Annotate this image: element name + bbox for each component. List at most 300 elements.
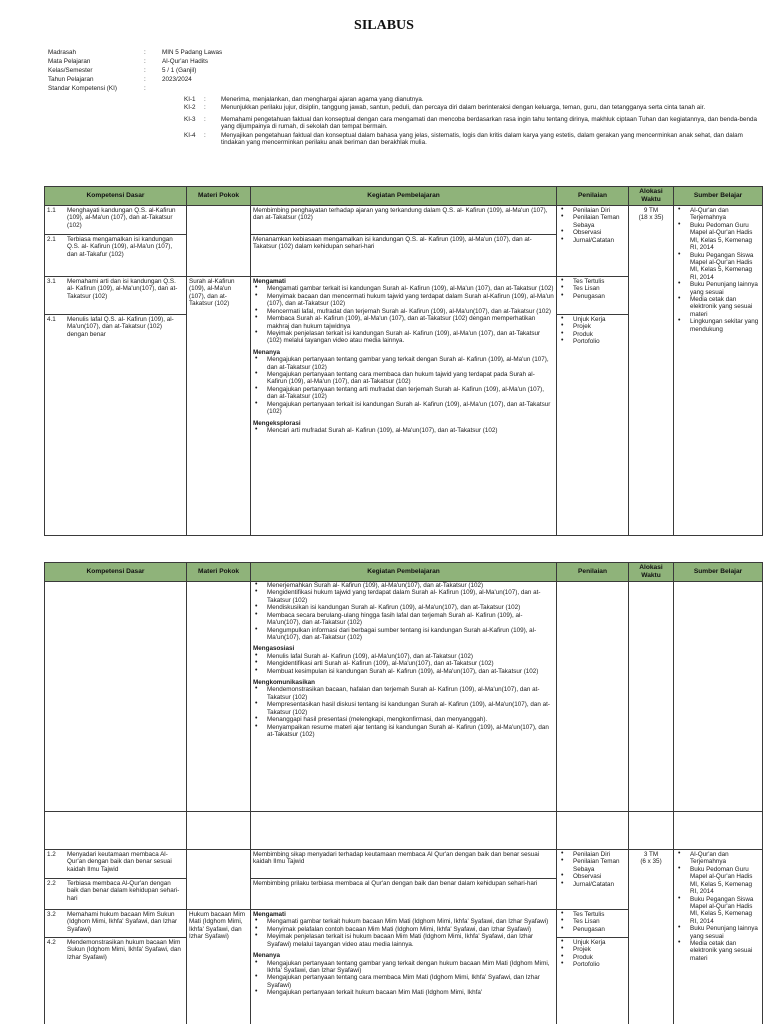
bullet-item [561,911,626,918]
bullet-icon: • [255,685,258,693]
bullet-icon: • [255,917,258,925]
bullet-text: Penilaian Teman Sebaya [573,858,620,873]
bullet-text: Tes Lisan [573,918,600,926]
bullet-icon: • [561,917,564,925]
section-heading: Mengkomunikasikan [253,679,315,687]
bullet-item [678,866,760,896]
bullet-item [561,323,626,330]
ki-text: Menunjukkan perilaku jujur, disiplin, tanggung jawab, santun, peduli, dan percaya diri dalam berinteraksi dengan keluarga, teman, guru, dan tetangganya serta cinta tanah air. [221,104,706,112]
bullet-icon: • [678,280,681,288]
info-colon: : [144,67,146,74]
bullet-item [255,315,554,330]
bullet-icon: • [678,864,681,872]
kd-cell [45,850,187,1024]
header-sumber: Sumber Belajar [674,563,763,582]
bullet-icon: • [255,328,258,336]
materi-cell [187,206,251,536]
bullet-item [678,925,760,940]
bullet-icon: • [561,910,564,917]
kd-text: Menghayati kandungan Q.S. al-Kafirun (109), al-Ma'un (107), dan at-Takatsur (102) [67,207,176,229]
bullet-icon: • [255,306,258,314]
bullet-item [255,371,554,386]
bullet-text: Mengajukan pertanyaan tentang arti mufradat dan terjemah Surah al- Kafirun (109), al-Ma'un (107), dan at-Takatsur (102) [267,385,545,401]
bullet-item [255,974,554,989]
bullet-text: Membuat kesimpulan isi kandungan Surah al- Kafirun (109), al-Ma'un(107), dan at-Takatsur (102) [267,667,539,675]
penilaian-group [557,277,628,315]
syllabus-table-1 [44,186,763,536]
bullet-icon: • [255,932,258,940]
ki-code: KI-1 [184,96,196,103]
bullet-icon: • [561,952,564,960]
bullet-icon: • [678,894,681,902]
bullet-text: Tes Tertulis [573,278,605,285]
bullet-text: Mencermati lafal, mufradat dan terjemah Surah al- Kafirun (109), al-Ma'un(107), dan at-Takatsur (102) [267,307,551,315]
bullet-item [678,940,760,962]
bullet-text: Buku Penunjang lainnya yang sesuai [690,925,758,940]
ki-colon: : [204,104,206,112]
bullet-icon: • [255,715,258,723]
bullet-item [561,881,626,888]
bullet-item [255,582,554,589]
bullet-icon: • [561,284,564,292]
bullet-text: Menyimak bacaan dan mencermati hukum tajwid yang terdapat dalam Surah al-Kafirun (109), al-Ma'un (107), dan at-Takatsur (102) [267,292,554,308]
info-value: MIN 5 Padang Lawas [162,49,223,56]
header-kegiatan: Kegiatan Pembelajaran [251,563,557,582]
info-row [48,66,760,75]
ki-colon: : [204,131,206,139]
table-row-continuation [45,582,763,812]
info-value: 2023/2024 [162,76,192,83]
bullet-icon: • [255,384,258,392]
header-materi: Materi Pokok [187,187,251,206]
kd-text: Terbiasa mengamalkan isi kandungan Q.S. al- Kafirun (109), al-Ma'un (107), dan at-Takafur (102) [67,236,173,258]
bullet-icon: • [561,322,564,330]
bullet-item [561,278,626,285]
bullet-item [678,296,760,318]
kegiatan-cell [251,850,557,1024]
info-row [48,57,760,66]
ki-text: Memahami pengetahuan faktual dan konseptual dengan cara mengamati dan mencoba berdasarkan rasa ingin tahu tentang dirinya, makhluk ciptaan Tuhan dan kegiatannya, dan benda-benda yang dijumpainya di rumah, di sekolah dan tempat bermain. [221,115,757,131]
bullet-item [561,229,626,236]
header-alokasi: Alokasi Waktu [629,563,674,582]
bullet-text: Mengajukan pertanyaan terkait hukum bacaan Mim Mati (Idghom Mimi, Ikhfa' [267,989,483,997]
bullet-item [561,316,626,323]
bullet-item [561,331,626,338]
bullet-icon: • [678,939,681,947]
bullet-text: Buku Pedoman Guru Mapel al-Qur'an Hadis MI, Kelas 5, Kemenag RI, 2014 [690,865,753,896]
bullet-icon: • [255,973,258,981]
header-sumber: Sumber Belajar [674,187,763,206]
bullet-item [255,427,554,434]
bullet-item [678,281,760,296]
kd-number: 2.2 [47,880,56,887]
penilaian-group [557,910,628,938]
bullet-icon: • [678,317,681,325]
bullet-text: Produk [573,953,593,961]
kd-number: 1.1 [47,207,56,214]
bullet-icon: • [255,426,258,434]
bullet-icon: • [561,235,564,243]
header-kd: Kompetensi Dasar [45,187,187,206]
bullet-icon: • [678,924,681,932]
bullet-text: Menanggapi hasil presentasi (melengkapi, mengkonfirmasi, dan menyanggah). [267,716,488,724]
info-label: Tahun Pelajaran [48,76,94,83]
bullet-text: Produk [573,330,593,338]
bullet-text: Projek [573,946,591,954]
bullet-text: Penugasan [573,925,605,933]
kegiatan-steps [251,277,556,435]
bullet-item [561,873,626,880]
bullet-text: Al-Qur'an dan Terjemahnya [690,207,729,222]
bullet-text: Mengajukan pertanyaan terkait isi kandungan Surah al- Kafirun (109), al-Ma'un (107), dan at-Takatsur (102) [267,400,551,416]
table-row [45,206,763,536]
section-heading: Mengamati [253,911,286,918]
bullet-item [561,946,626,953]
bullet-item [561,338,626,345]
kegiatan-intro-1: Membimbing sikap menyadari terhadap keutamaan membaca Al Qur'an dengan baik dan benar sesuai kaidah Ilmu Tajwid [251,850,556,879]
sumber-cell [674,582,763,812]
bullet-text: Menyampaikan resume materi ajar tentang isi kandungan Surah al- Kafirun (109), al-Ma'un(107), dan at-Takatsur (102) [267,723,549,739]
section-heading: Mengasosiasi [253,645,295,653]
bullet-item [255,401,554,416]
bullet-icon: • [561,850,564,857]
bullet-item [255,668,554,675]
bullet-item [678,851,760,866]
bullet-item [255,716,554,723]
kd-cell [45,582,187,812]
bullet-text: Buku Penunjang lainnya yang sesuai [690,281,758,296]
kd-text: Memahami arti dan isi kandungan Q.S. al- Kafirun (109), al-Ma'un(107), dan at-Takatsur (102) [67,278,178,300]
bullet-icon: • [255,284,258,292]
table-header-row [45,563,763,582]
bullet-text: Mengamati gambar terkait hukum bacaan Mim Mati (Idghom Mimi, Ikhfa' Syafawi, dan Izhar Syafawi) [267,918,549,926]
info-colon: : [144,58,146,65]
bullet-item [255,308,554,315]
bullet-item [255,293,554,308]
bullet-text: Mengidentifikasi hukum tajwid yang terdapat dalam Surah al- Kafirun (109), al-Ma'un(107), dan at-Takatsur (102) [267,589,541,604]
bullet-icon: • [678,295,681,303]
bullet-item [561,926,626,933]
bullet-item [255,660,554,667]
table-row [45,850,763,1024]
bullet-item [255,653,554,660]
bullet-text: Jurnal/Catatan [573,880,614,888]
bullet-text: Membaca secara berulang-ulang hingga fasih lafal dan terjemah Surah al- Kafirun (109), al-Ma'un(107), dan at-Takatsur (102) [267,611,523,627]
kd-item [45,910,186,938]
bullet-text: Mengajukan pertanyaan tentang gambar yang terkait dengan hukum bacaan Mim Mati (Idghom Mimi, Ikhfa' Syafawi, dan Izhar Syafawi) [267,959,550,974]
penilaian-group [557,938,628,970]
materi-cell [187,582,251,812]
bullet-item [255,686,554,701]
bullet-icon: • [561,329,564,337]
info-value: Al-Qur'an Hadits [162,58,208,65]
bullet-icon: • [255,603,258,611]
kd-item [45,850,186,879]
kd-number: 1.2 [47,851,56,858]
bullet-icon: • [255,355,258,363]
bullet-item [561,851,626,858]
bullet-icon: • [561,291,564,299]
bullet-icon: • [255,399,258,407]
materi-cell [187,850,251,1024]
alokasi-cell: 9 TM (18 x 35) [629,206,674,536]
sumber-cell [674,206,763,536]
bullet-text: Buku Pegangan Siswa Mapel al-Qur'an Hadis MI, Kelas 5, Kemenag RI, 2014 [690,251,754,281]
syllabus-table-2 [44,562,763,1024]
kd-item [45,277,186,315]
bullet-item [255,701,554,716]
bullet-icon: • [255,581,258,588]
identity-block [48,48,760,93]
bullet-item [255,918,554,925]
alokasi-cell [629,582,674,812]
bullet-item [678,318,760,333]
bullet-icon: • [255,666,258,674]
bullet-text: Penilaian Diri [573,207,611,214]
info-colon: : [144,76,146,83]
info-row [48,48,760,57]
bullet-item [561,293,626,300]
header-materi: Materi Pokok [187,563,251,582]
bullet-icon: • [255,610,258,618]
info-colon: : [144,85,146,92]
bullet-text: Penugasan [573,292,605,300]
bullet-item [561,285,626,292]
bullet-icon: • [561,872,564,880]
bullet-icon: • [255,722,258,730]
bullet-text: Mendiskusikan isi kandungan Surah al- Kafirun (109), al-Ma'un(107), dan at-Takatsur (102) [267,604,521,612]
bullet-text: Tes Tertulis [573,911,605,918]
kd-item [45,206,186,235]
materi-text: Surah al-Kafirun (109), al-Ma'un (107), dan at-Takatsur (102) [189,278,235,308]
bullet-icon: • [561,879,564,887]
kegiatan-intro-2: Membimbing prilaku terbiasa membaca al Qur'an dengan baik dan benar dalam kehidupan sehari-hari [251,879,556,910]
ki-code: KI-4 [184,131,196,139]
kd-item [45,235,186,277]
kegiatan-continuation [251,582,557,812]
info-value [162,84,760,93]
kd-text: Menulis lafal Q.S. al- Kafirun (109), al-Ma'un(107), dan at-Takatsur (102) dengan benar [67,316,174,338]
bullet-item [678,896,760,926]
penilaian-cell [557,206,629,536]
bullet-icon: • [255,588,258,596]
bullet-icon: • [255,651,258,659]
bullet-text: Observasi [573,229,602,237]
penilaian-cell [557,850,629,1024]
kd-number: 4.2 [47,939,56,946]
header-penilaian: Penilaian [557,563,629,582]
bullet-text: Projek [573,323,591,331]
kd-number: 2.1 [47,236,56,243]
ki-colon: : [204,96,206,103]
bullet-item [255,589,554,604]
bullet-icon: • [561,945,564,953]
bullet-icon: • [255,370,258,378]
bullet-text: Mempresentasikan hasil diskusi tentang isi kandungan Surah al- Kafirun (109), al-Ma'un(107), dan at-Takatsur (102) [267,701,550,716]
penilaian-group [557,850,628,910]
bullet-text: Jurnal/Catatan [573,236,614,244]
bullet-text: Meyimak penjelasan terkait isi hukum bacaan Mim Mati (Idghom Mimi, Ikhfa' Syafawi, dan Izhar Syafawi) melalui tayangan video atau media lainnya. [267,933,534,948]
bullet-text: Membaca Surah al- Kafirun (109), al-Ma'un (107), dan at-Takatsur (102) dengan memperhatikan makhraj dan hukum tajwidnya [267,315,536,330]
bullet-text: Mengajukan pertanyaan tentang cara membaca Mim Mati (Idghom Mimi, Ikhfa' Syafawi, dan Izhar Syafawi) [267,974,540,989]
bullet-item [255,356,554,371]
bullet-item [255,724,554,739]
bullet-item [678,252,760,282]
penilaian-cell [557,582,629,812]
bullet-text: Lingkungan sekitar yang mendukung [690,318,759,333]
bullet-text: Mendemonstrasikan bacaan, hafalan dan terjemah Surah al- Kafirun (109), al-Ma'un(107), dan at-Takatsur (102) [267,686,540,701]
kegiatan-steps [251,910,556,998]
bullet-item [255,612,554,627]
kd-item [45,879,186,910]
bullet-item [678,222,760,252]
bullet-icon: • [255,924,258,932]
bullet-icon: • [561,228,564,236]
alokasi-cell: 3 TM (6 x 35) [629,850,674,1024]
penilaian-group [557,206,628,277]
bullet-icon: • [561,924,564,932]
kd-text: Memahami hukum bacaan Mim Sukun (Idghom Mimi, Ikhfa' Syafawi, dan Izhar Syafawi) [67,911,178,933]
bullet-icon: • [561,315,564,322]
table-header-row [45,187,763,206]
bullet-text: Unjuk Kerja [573,316,606,323]
bullet-icon: • [255,988,258,996]
bullet-text: Penilaian Diri [573,851,611,858]
bullet-text: Unjuk Kerja [573,939,606,946]
header-alokasi: Alokasi Waktu [629,187,674,206]
ki-item [184,132,760,147]
bullet-text: Buku Pegangan Siswa Mapel al-Qur'an Hadis MI, Kelas 5, Kemenag RI, 2014 [690,895,754,925]
bullet-text: Buku Pedoman Guru Mapel al-Qur'an Hadis MI, Kelas 5, Kemenag RI, 2014 [690,221,753,252]
header-kd: Kompetensi Dasar [45,563,187,582]
kd-cell [45,206,187,536]
bullet-text: Mengumpulkan informasi dari berbagai sumber tentang isi kandungan Surah al-Kafirun (109), al-Ma'un(107), dan at-Takatsur (102) [267,626,537,641]
info-value: 5 / 1 (Ganjil) [162,67,197,74]
document-title: SILABUS [354,18,414,33]
header-kegiatan: Kegiatan Pembelajaran [251,187,557,206]
bullet-item [255,285,554,292]
bullet-text: Al-Qur'an dan Terjemahnya [690,851,729,866]
materi-text: Hukum bacaan Mim Mati (Idghom Mimi, Ikhfa' Syafawi, dan Izhar Syafawi) [189,911,245,941]
info-row [48,84,760,93]
bullet-text: Portofolio [573,961,600,969]
ki-item [184,104,760,111]
bullet-text: Portofolio [573,338,600,346]
section-heading: Menanya [253,348,280,356]
kd-number: 4.1 [47,316,56,323]
bullet-icon: • [561,960,564,968]
info-label: Kelas/Semester [48,67,93,74]
info-label: Mata Pelajaran [48,58,91,65]
bullet-icon: • [255,958,258,966]
bullet-text: Penilaian Teman Sebaya [573,214,620,229]
bullet-icon: • [561,277,564,284]
bullet-item [561,207,626,214]
bullet-item [255,604,554,611]
kegiatan-cell [251,206,557,536]
bullet-item [561,214,626,229]
info-row [48,75,760,84]
bullet-icon: • [678,850,681,857]
kd-text: Terbiasa membaca Al-Qur'an dengan baik dan benar dalam kehidupan sehari-hari [67,880,180,902]
bullet-item [255,989,554,996]
sumber-cell [674,850,763,1024]
bullet-item [561,237,626,244]
bullet-icon: • [255,625,258,633]
kd-item [45,938,186,962]
kd-number: 3.1 [47,278,56,285]
bullet-item [255,926,554,933]
ki-text: Menerima, menjalankan, dan menghargai ajaran agama yang dianutnya. [221,96,424,103]
penilaian-group [557,315,628,347]
info-label: Standar Kompetensi (KI) [48,85,117,92]
bullet-text: Menyimak pelafalan contoh bacaan Mim Mati (Idghom Mimi, Ikhfa' Syafawi, dan Izhar Syafawi) [267,925,532,933]
bullet-item [561,918,626,925]
bullet-icon: • [255,291,258,299]
info-colon: : [144,49,146,56]
bullet-item [561,961,626,968]
section-heading: Mengeksplorasi [253,419,301,427]
info-label: Madrasah [48,49,77,56]
bullet-icon: • [255,659,258,667]
bullet-item [255,330,554,345]
bullet-item [255,386,554,401]
bullet-item [255,933,554,948]
kd-text: Menyadari keutamaan membaca Al-Qur'an dengan baik dan benar sesuai kaidah Ilmu Tajwid [67,851,172,873]
bullet-item [255,627,554,642]
bullet-text: Menulis lafal Surah al- Kafirun (109), al-Ma'un(107), dan at-Takatsur (102) [267,652,473,660]
header-penilaian: Penilaian [557,187,629,206]
bullet-icon: • [561,213,564,221]
ki-list [184,96,760,148]
bullet-text: Media cetak dan elektronik yang sesuai materi [690,940,753,962]
bullet-item [561,954,626,961]
kd-text: Mendemonstrasikan hukum bacaan Mim Sukun (Idghom Mimi, Ikhfa' Syafawi, dan Izhar Syafawi) [67,939,181,961]
bullet-icon: • [561,857,564,865]
bullet-icon: • [561,337,564,345]
section-heading: Mengamati [253,278,286,285]
bullet-icon: • [561,206,564,213]
kd-item [45,315,186,339]
ki-code: KI-3 [184,115,196,123]
bullet-text: Mencari arti mufradat Surah al- Kafirun (109), al-Ma'un(107), dan at-Takatsur (102) [267,427,498,435]
bullet-item [678,207,760,222]
ki-text: Menyajikan pengetahuan faktual dan konseptual dalam bahasa yang jelas, sistematis, logis dan kritis dalam karya yang estetis, dalam gerakan yang mencerminkan anak sehat, dan dalam tindakan yang mencerminkan perilaku anak beriman dan berakhlak mulia. [221,131,743,147]
section-heading: Menanya [253,952,280,960]
bullet-icon: • [678,220,681,228]
bullet-icon: • [561,938,564,945]
bullet-item [561,858,626,873]
table-spacer-row [45,812,763,850]
bullet-icon: • [678,250,681,258]
bullet-icon: • [678,206,681,213]
kd-number: 3.2 [47,911,56,918]
kegiatan-intro-2: Menanamkan kebiasaan mengamalkan isi kandungan Q.S. al- Kafirun (109), al-Ma'un (107), dan at-Takatsur (102) dalam kehidupan sehari-hari [251,235,556,277]
ki-item [184,116,760,131]
ki-colon: : [204,115,206,123]
kegiatan-intro-1: Membimbing penghayatan terhadap ajaran yang terkandung dalam Q.S. al- Kafirun (109), al-Ma'un (107), dan at-Takatsur (102) [251,206,556,235]
bullet-text: Observasi [573,873,602,881]
bullet-text: Tes Lisan [573,285,600,293]
bullet-icon: • [255,314,258,322]
bullet-text: Menerjemahkan Surah al- Kafirun (109), al-Ma'un(107), dan at-Takatsur (102) [267,582,484,589]
bullet-icon: • [255,700,258,708]
bullet-text: Mengajukan pertanyaan tentang cara membaca dan hukum tajwid yang terdapat pada Surah al- Kafirun (109), al-Ma'un (107), dan at-Takatsur (102) [267,371,535,386]
bullet-text: Mengajukan pertanyaan tentang gambar yang terkait dengan Surah al- Kafirun (109), al-Ma'un (107), dan at-Takatsur (102) [267,356,549,371]
bullet-text: Media cetak dan elektronik yang sesuai materi [690,296,753,318]
ki-code: KI-2 [184,104,196,112]
bullet-text: Mengidentifikasi arti Surah al- Kafirun (109), al-Ma'un(107), dan at-Takatsur (102) [267,660,494,668]
